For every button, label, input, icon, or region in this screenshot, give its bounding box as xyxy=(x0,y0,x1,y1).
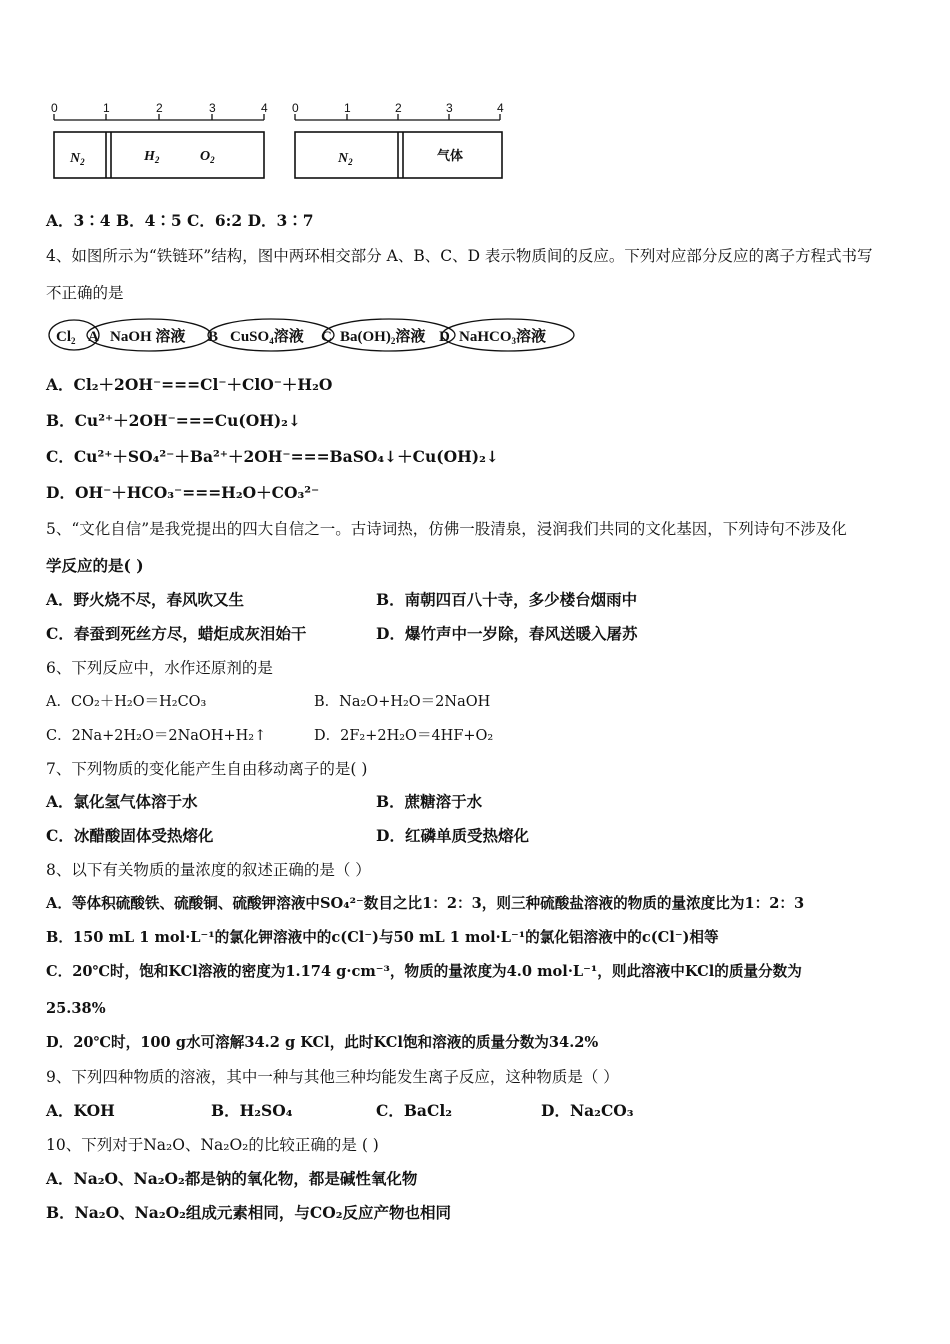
q5-option-d: D．爆竹声中一岁除，春风送暖入屠苏 xyxy=(376,624,638,643)
chain-cuso4: CuSO$_4$溶液 xyxy=(230,329,304,346)
q9-stem: 9、下列四种物质的溶液，其中一种与其他三种均能发生离子反应，这种物质是（ ） xyxy=(46,1068,619,1086)
q4-option-a: A．Cl₂＋2OH⁻===Cl⁻＋ClO⁻＋H₂O xyxy=(46,375,333,394)
chain-label-a: A xyxy=(88,329,99,345)
q6-option-a: A．CO₂＋H₂O＝H₂CO₃ xyxy=(46,694,207,710)
left-tick-4: 4 xyxy=(261,101,268,115)
q10-option-b: B．Na₂O、Na₂O₂组成元素相同，与CO₂反应产物也相同 xyxy=(46,1203,452,1222)
right-gas-label: 气体 xyxy=(437,149,464,164)
chain-label-c: C xyxy=(321,329,332,345)
q4-stem-line1: 4、如图所示为“铁链环”结构，图中两环相交部分 A、B、C、D 表示物质间的反应。下列对应部分反应的离子方程式书写 xyxy=(46,247,873,265)
left-tick-2: 2 xyxy=(156,101,163,115)
q6-option-c: C．2Na+2H₂O＝2NaOH+H₂↑ xyxy=(46,728,267,744)
right-tick-4: 4 xyxy=(497,101,504,115)
q9-option-c: C．BaCl₂ xyxy=(376,1101,452,1120)
q7-stem: 7、下列物质的变化能产生自由移动离子的是( ) xyxy=(46,760,368,778)
ring-cuso4 xyxy=(208,319,334,351)
q7-option-a: A．氯化氢气体溶于水 xyxy=(46,792,198,811)
q8-option-c-line1: C．20℃时，饱和KCl溶液的密度为1.174 g·cm⁻³，物质的量浓度为4.0 mol·L⁻¹，则此溶液中KCl的质量分数为 xyxy=(46,963,802,980)
q8-stem: 8、以下有关物质的量浓度的叙述正确的是（ ） xyxy=(46,861,371,879)
q4-option-d: D．OH⁻＋HCO₃⁻===H₂O＋CO₃²⁻ xyxy=(46,483,320,502)
q5-option-c: C．春蚕到死丝方尽，蜡炬成灰泪始干 xyxy=(46,624,307,643)
chain-label-b: B xyxy=(208,329,219,345)
gas-tube-diagram xyxy=(48,100,518,184)
chain-cl2: $Cl_2$ xyxy=(56,329,76,346)
left-tick-0: 0 xyxy=(51,101,58,115)
left-h2-label: $H_2$ xyxy=(144,149,160,165)
q5-option-b: B．南朝四百八十寺，多少楼台烟雨中 xyxy=(376,590,638,609)
right-tick-2: 2 xyxy=(395,101,402,115)
left-n2-label: $N_2$ xyxy=(70,151,85,167)
left-o2-label: $O_2$ xyxy=(200,149,215,165)
q8-option-b: B．150 mL 1 mol·L⁻¹的氯化钾溶液中的c(Cl⁻)与50 mL 1 mol·L⁻¹的氯化铝溶液中的c(Cl⁻)相等 xyxy=(46,929,719,946)
q6-stem: 6、下列反应中，水作还原剂的是 xyxy=(46,659,273,677)
right-tick-1: 1 xyxy=(344,101,351,115)
chain-naoh: NaOH 溶液 xyxy=(110,329,186,345)
q7-option-b: B．蔗糖溶于水 xyxy=(376,792,483,811)
q6-option-d: D．2F₂+2H₂O＝4HF+O₂ xyxy=(314,728,494,744)
q4-stem-line2: 不正确的是 xyxy=(46,284,124,302)
q6-option-b: B．Na₂O+H₂O＝2NaOH xyxy=(314,694,491,710)
q5-stem-line1: 5、“文化自信”是我党提出的四大自信之一。古诗词热，仿佛一股清泉，浸润我们共同的文化基因，下列诗句不涉及化 xyxy=(46,520,847,538)
q9-option-b: B．H₂SO₄ xyxy=(211,1101,293,1120)
q7-option-c: C．冰醋酸固体受热熔化 xyxy=(46,826,214,845)
q9-option-a: A．KOH xyxy=(46,1101,115,1120)
right-n2-label: $N_2$ xyxy=(338,151,353,167)
q4-option-c: C．Cu²⁺＋SO₄²⁻＋Ba²⁺＋2OH⁻===BaSO₄↓＋Cu(OH)₂↓ xyxy=(46,447,499,466)
q7-option-d: D．红磷单质受热熔化 xyxy=(376,826,529,845)
q8-option-a: A．等体积硫酸铁、硫酸铜、硫酸钾溶液中SO₄²⁻数目之比1：2：3，则三种硫酸盐溶液的物质的量浓度比为1：2：3 xyxy=(46,895,805,912)
q10-stem: 10、下列对于Na₂O、Na₂O₂的比较正确的是 ( ) xyxy=(46,1136,379,1154)
left-tick-1: 1 xyxy=(103,101,110,115)
q3-options: A．3∶4 B．4∶5 C．6:2 D．3∶7 xyxy=(46,211,314,230)
q4-option-b: B．Cu²⁺＋2OH⁻===Cu(OH)₂↓ xyxy=(46,411,301,430)
chain-label-d: D xyxy=(439,329,450,345)
q8-option-c-line2: 25.38% xyxy=(46,1000,106,1017)
right-tick-3: 3 xyxy=(446,101,453,115)
q9-option-d: D．Na₂CO₃ xyxy=(541,1101,634,1120)
q5-stem-line2: 学反应的是( ) xyxy=(46,556,144,575)
chain-baoh2: $Ba(OH)_2$溶液 xyxy=(340,329,426,346)
iron-chain-diagram xyxy=(46,316,586,356)
right-tick-0: 0 xyxy=(292,101,299,115)
q8-option-d: D．20℃时，100 g水可溶解34.2 g KCl，此时KCl饱和溶液的质量分数为34.2% xyxy=(46,1034,599,1051)
q5-option-a: A．野火烧不尽，春风吹又生 xyxy=(46,590,245,609)
left-tick-3: 3 xyxy=(209,101,216,115)
chain-nahco3: NaHCO$_3$溶液 xyxy=(459,329,547,346)
right-tube xyxy=(295,132,502,178)
q10-option-a: A．Na₂O、Na₂O₂都是钠的氧化物，都是碱性氧化物 xyxy=(46,1169,418,1188)
